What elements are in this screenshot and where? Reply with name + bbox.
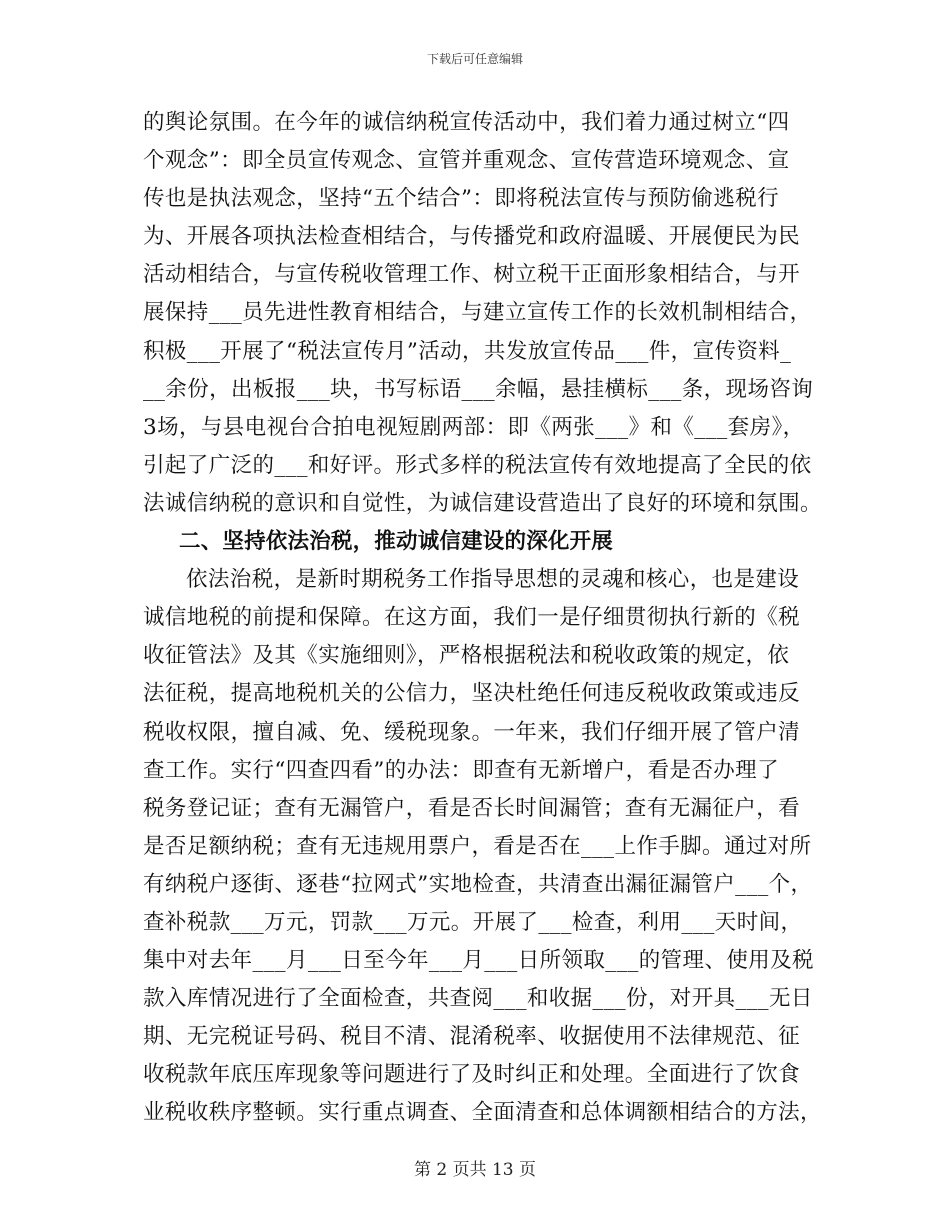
text-line: 3场，与县电视台合拍电视短剧两部：即《两张___》和《___套房》， xyxy=(143,414,805,440)
document-body xyxy=(143,104,822,1133)
text-line: __余份，出板报___块，书写标语___余幅，悬挂横标___条，现场咨询 xyxy=(143,376,814,402)
text-line: 期、无完税证号码、税目不清、混淆税率、收据使用不法律规范、征 xyxy=(143,1024,801,1050)
paragraph-first-line: 依法治税，是新时期税务工作指导思想的灵魂和核心，也是建设 xyxy=(186,567,800,593)
text-line: 传也是执法观念，坚持“五个结合”：即将税法宣传与预防偷逃税行 xyxy=(143,186,779,212)
text-line: 收税款年底压库现象等问题进行了及时纠正和处理。全面进行了饮食 xyxy=(143,1062,801,1088)
text-line: 引起了广泛的___和好评。形式多样的税法宣传有效地提高了全民的依 xyxy=(143,452,812,478)
text-line: 收征管法》及其《实施细则》，严格根据税法和税收政策的规定，依 xyxy=(143,643,790,669)
text-line: 法诚信纳税的意识和自觉性，为诚信建设营造出了良好的环境和氛围。 xyxy=(143,490,822,516)
text-line: 法征税，提高地税机关的公信力，坚决杜绝任何违反税收政策或违反 xyxy=(143,681,801,707)
text-line: 查补税款___万元，罚款___万元。开展了___检查，利用___天时间， xyxy=(143,909,803,935)
page-footer: 第 2 页共 13 页 xyxy=(413,1160,537,1180)
text-line: 积极___开展了“税法宣传月”活动，共发放宣传品___件，宣传资料_ xyxy=(143,338,792,364)
page-header: 下载后可任意编辑 xyxy=(426,52,523,66)
text-line: 的舆论氛围。在今年的诚信纳税宣传活动中，我们着力通过树立“四 xyxy=(143,110,790,135)
text-line: 款入库情况进行了全面检查，共查阅___和收据___份，对开具___无日 xyxy=(143,986,813,1012)
text-line: 查工作。实行“四查四看”的办法：即查有无新增户，看是否办理了 xyxy=(143,757,779,783)
text-line: 集中对去年___月___日至今年___月___日所领取___的管理、使用及税 xyxy=(143,948,814,974)
text-line: 税收权限，擅自减、免、缓税现象。一年来，我们仔细开展了管户清 xyxy=(143,719,801,745)
text-line: 税务登记证；查有无漏管户，看是否长时间漏管；查有无漏征户，看 xyxy=(143,795,801,821)
text-line: 业税收秩序整顿。实行重点调查、全面清查和总体调额相结合的方法， xyxy=(143,1100,822,1126)
text-line: 个观念”：即全员宣传观念、宣管并重观念、宣传营造环境观念、宣 xyxy=(143,148,790,174)
text-line: 展保持___员先进性教育相结合，与建立宣传工作的长效机制相结合， xyxy=(143,300,812,326)
section-heading: 二、坚持依法治税，推动诚信建设的深化开展 xyxy=(179,529,614,555)
text-line: 诚信地税的前提和保障。在这方面，我们一是仔细贯彻执行新的《税 xyxy=(143,605,801,631)
text-line: 有纳税户逐街、逐巷“拉网式”实地检查，共清查出漏征漏管户___个， xyxy=(143,871,813,897)
text-line: 为、开展各项执法检查相结合，与传播党和政府温暖、开展便民为民 xyxy=(143,224,801,250)
text-line: 活动相结合，与宣传税收管理工作、树立税干正面形象相结合，与开 xyxy=(143,262,801,288)
text-line: 是否足额纳税；查有无违规用票户，看是否在___上作手脚。通过对所 xyxy=(143,833,812,859)
